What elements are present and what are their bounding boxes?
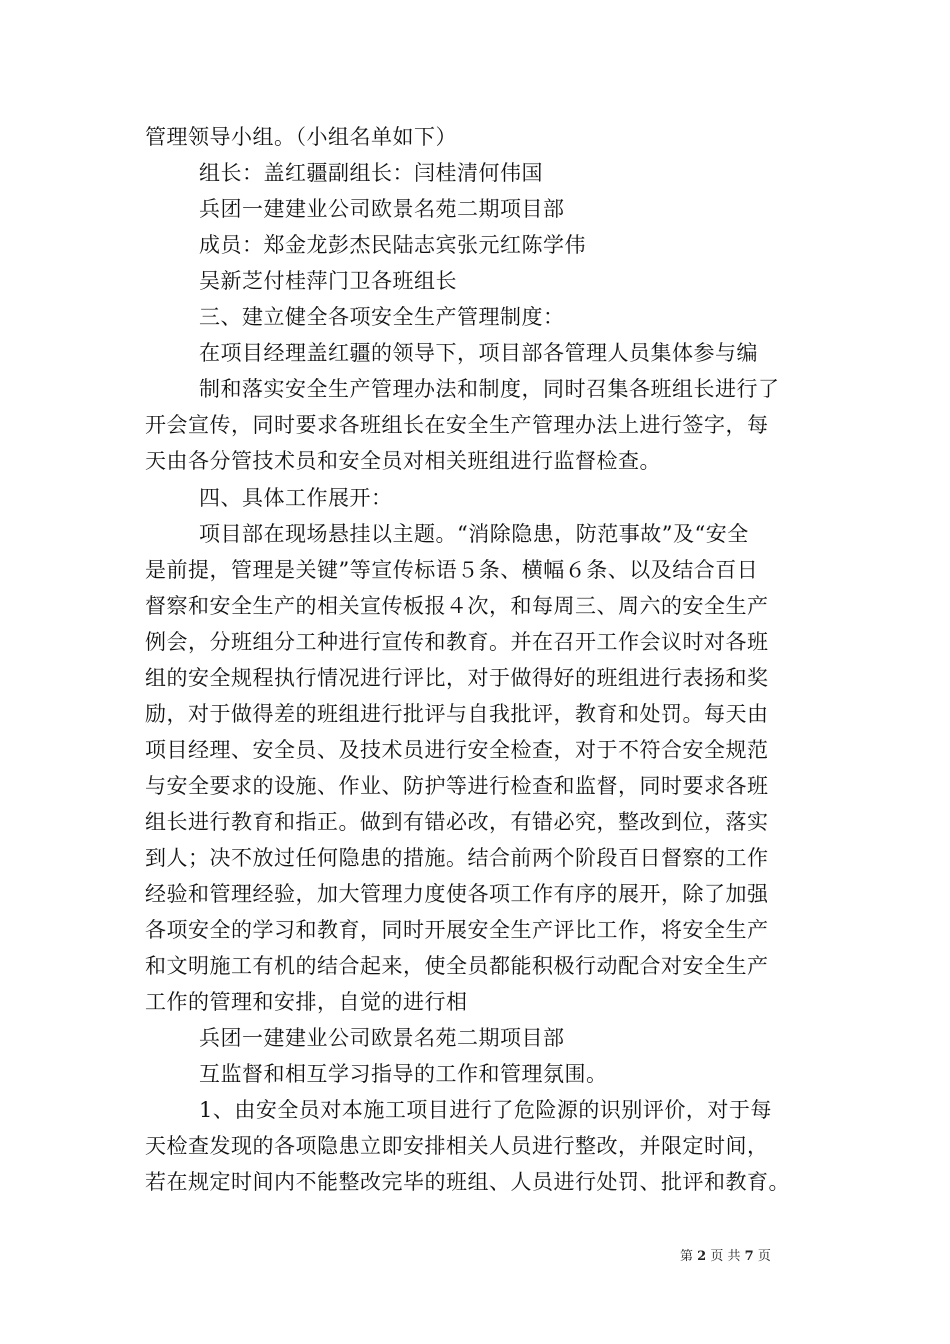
- text-line: 项目部在现场悬挂以主题。“消除隐患，防范事故”及“安全: [199, 522, 749, 546]
- total-pages-number: 7: [744, 1249, 754, 1264]
- text-line: 项目经理、安全员、及技术员进行安全检查，对于不符合安全规范: [145, 738, 769, 762]
- text-line: 是前提，管理是关键”等宣传标语５条、横幅６条、以及结合百日: [145, 558, 759, 582]
- text-line: 天由各分管技术员和安全员对相关班组进行监督检查。: [145, 449, 661, 473]
- text-line: 管理领导小组。（小组名单如下）: [145, 125, 457, 149]
- text-line: 1、由安全员对本施工项目进行了危险源的识别评价，对于每: [199, 1098, 772, 1122]
- text-line: 组长进行教育和指正。做到有错必改，有错必究，整改到位，落实: [145, 810, 769, 834]
- text-line: 成员：郑金龙彭杰民陆志宾张元红陈学伟: [199, 233, 586, 257]
- footer-middle: 页 共: [710, 1249, 741, 1264]
- text-line: 制和落实安全生产管理办法和制度，同时召集各班组长进行了: [199, 377, 780, 401]
- text-line: 励，对于做得差的班组进行批评与自我批评，教育和处罚。每天由: [145, 702, 769, 726]
- text-line: 若在规定时间内不能整改完毕的班组、人员进行处罚、批评和教育。: [145, 1170, 790, 1194]
- text-line: 开会宣传，同时要求各班组长在安全生产管理办法上进行签字，每: [145, 413, 769, 437]
- text-line: 天检查发现的各项隐患立即安排相关人员进行整改，并限定时间，: [145, 1134, 769, 1158]
- footer-suffix: 页: [757, 1249, 771, 1264]
- text-line: 在项目经理盖红疆的领导下，项目部各管理人员集体参与编: [199, 341, 758, 365]
- text-line: 到人；决不放过任何隐患的措施。结合前两个阶段百日督察的工作: [145, 846, 769, 870]
- text-line: 吴新芝付桂萍门卫各班组长: [199, 269, 457, 293]
- text-line: 互监督和相互学习指导的工作和管理氛围。: [199, 1062, 608, 1086]
- text-line: 兵团一建建业公司欧景名苑二期项目部: [199, 197, 565, 221]
- text-line: 例会，分班组分工种进行宣传和教育。并在召开工作会议时对各班: [145, 630, 769, 654]
- text-line: 和文明施工有机的结合起来，使全员都能积极行动配合对安全生产: [145, 954, 769, 978]
- text-line: 兵团一建建业公司欧景名苑二期项目部: [199, 1026, 565, 1050]
- footer-prefix: 第: [680, 1249, 694, 1264]
- text-line: 工作的管理和安排，自觉的进行相: [145, 990, 468, 1014]
- text-line: 组长：盖红疆副组长：闫桂清何伟国: [199, 161, 543, 185]
- section-heading: 四、具体工作展开：: [199, 486, 393, 510]
- text-line: 各项安全的学习和教育，同时开展安全生产评比工作，将安全生产: [145, 918, 769, 942]
- text-line: 经验和管理经验，加大管理力度使各项工作有序的展开，除了加强: [145, 882, 769, 906]
- text-line: 督察和安全生产的相关宣传板报４次，和每周三、周六的安全生产: [145, 594, 769, 618]
- text-line: 组的安全规程执行情况进行评比，对于做得好的班组进行表扬和奖: [145, 666, 769, 690]
- text-line: 与安全要求的设施、作业、防护等进行检查和监督，同时要求各班: [145, 774, 769, 798]
- page-number-footer: [680, 1248, 771, 1266]
- section-heading: 三、建立健全各项安全生产管理制度：: [199, 305, 565, 329]
- current-page-number: 2: [697, 1249, 707, 1264]
